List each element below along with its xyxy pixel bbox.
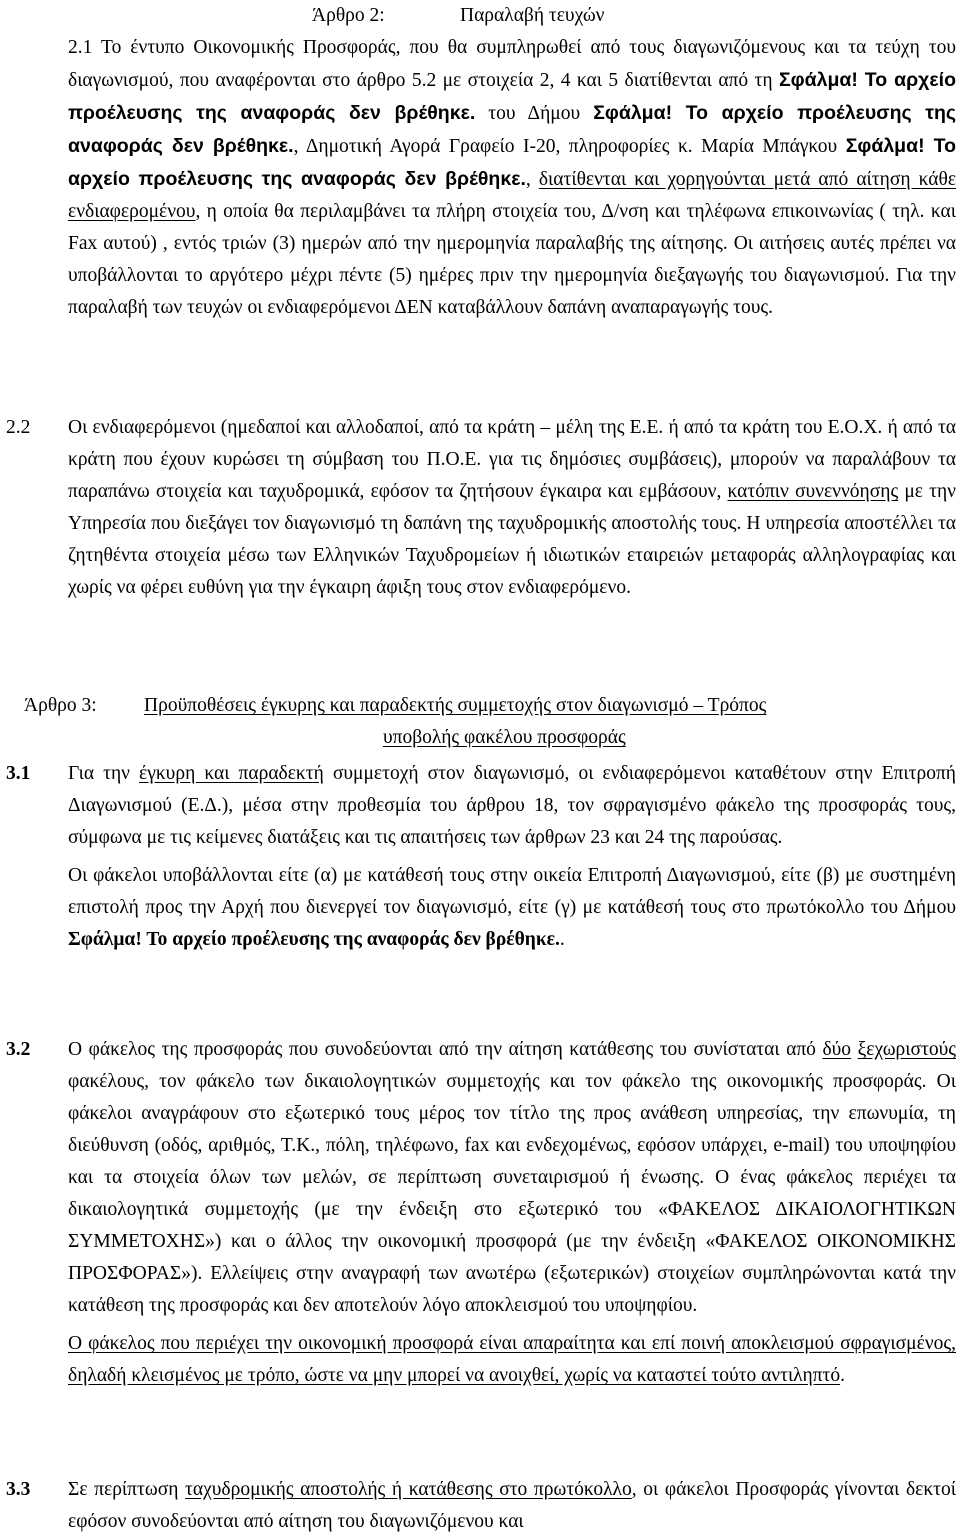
article-2-label: Άρθρο 2:: [312, 5, 385, 26]
underlined-text: ξεχωριστούς: [857, 1039, 957, 1060]
underlined-text: Ο φάκελος που περιέχει την οικονομική προσφορά είναι απαραίτητα και επί ποινή αποκλεισμού σφραγισμένος, δηλαδή κλεισμένος με τρόπο, ώστε να μην μπορεί να ανοιχθεί, χωρίς να καταστεί τούτο αντιληπτό: [68, 1333, 956, 1386]
text-run: Οι φάκελοι υποβάλλονται είτε (α) με κατάθεσή τους στην οικεία Επιτροπή Διαγωνισμού, είτε (β) με συστημένη επιστολή προς την Αρχή που διενεργεί τον διαγωνισμό, είτε (γ) με κατάθεσή τους στο πρωτόκολλο του Δήμου: [68, 865, 956, 918]
text-run: , οι φάκελοι Προσφοράς γίνονται δεκτοί εφόσον συνοδεύονται από αίτηση του διαγωνιζόμενου και: [68, 1479, 956, 1532]
underlined-text: έγκυρη και παραδεκτή: [139, 763, 324, 784]
text-run: Οι ενδιαφερόμενοι (ημεδαποί και αλλοδαποί, από τα κράτη – μέλη της Ε.Ε. ή από τα κράτη του Ε.Ο.Χ. ή από τα κράτη που έχουν κυρώσει τη σύμβαση του Π.Ο.Ε. για τις δημόσιες συμβάσεις), μπορούν να παραλάβουν τα παραπάνω στοιχεία και ταχυδρομικά, εφόσον τα ζητήσουν έγκαιρα και εμβάσουν,: [68, 417, 956, 502]
article-3-heading: [24, 690, 956, 754]
underlined-text: ταχυδρομικής αποστολής ή κατάθεσης στο πρωτόκολλο: [185, 1479, 632, 1500]
article-3-title-line-2: υποβολής φακέλου προσφοράς: [383, 727, 626, 748]
section-number: 3.3: [6, 1479, 31, 1500]
underlined-text: κατόπιν συνεννόησης: [727, 481, 899, 502]
text-run: Σε περίπτωση: [68, 1479, 186, 1500]
section-2-2: [6, 412, 956, 604]
section-3-2-text: [68, 1034, 956, 1392]
text-run: Για την: [68, 763, 140, 784]
article-2-heading: [312, 0, 604, 32]
section-3-3: [6, 1474, 956, 1538]
section-2-1: [68, 32, 956, 324]
section-number: 3.1: [6, 763, 31, 784]
text-run: 2.1 Το έντυπο Οικονομικής Προσφοράς, που θα συμπληρωθεί από τους διαγωνιζόμενους και τα τεύχη του διαγωνισμού, που αναφέρονται στο άρθρο 5.2 με στοιχεία 2, 4 και 5 διατίθενται από τη: [68, 37, 956, 91]
underlined-text: δύο: [822, 1039, 852, 1060]
underlined-text: διατίθενται και χορηγούνται μετά από αίτηση κάθε ενδιαφερομένου: [68, 169, 957, 222]
section-3-1: [6, 758, 956, 956]
section-3-2: [6, 1034, 956, 1392]
reference-error: Σφάλμα! Το αρχείο προέλευσης της αναφοράς δεν βρέθηκε.: [68, 102, 957, 157]
text-run: , η οποία θα περιλαμβάνει τα πλήρη στοιχεία του, Δ/νση και τηλέφωνα επικοινωνίας ( τηλ. και Fax αυτού) , εντός τριών (3) ημερών από την ημερομηνία παραλαβής της αίτησης. Οι αιτήσεις αυτές πρέπει να υποβάλλονται το αργότερο μέχρι πέντε (5) ημέρες πριν την ημερομηνία διεξαγωγής του διαγωνισμού. Για την παραλαβή των τευχών οι ενδιαφερόμενοι ΔΕΝ καταβάλλουν δαπάνη αναπαραγωγής τους.: [68, 201, 956, 318]
section-3-1-text: [68, 758, 956, 956]
text-run: ,: [525, 169, 539, 190]
section-2-1-text: [68, 32, 956, 324]
text-run: Ο φάκελος της προσφοράς που συνοδεύονται από την αίτηση κατάθεσης του συνίσταται από: [68, 1039, 823, 1060]
article-3-title-line-1: Προϋποθέσεις έγκυρης και παραδεκτής συμμετοχής στον διαγωνισμό – Τρόπος: [144, 695, 767, 716]
section-number: 2.2: [6, 417, 31, 438]
reference-error: Σφάλμα! Το αρχείο προέλευσης της αναφοράς δεν βρέθηκε.: [68, 69, 956, 124]
reference-error: Σφάλμα! Το αρχείο προέλευσης της αναφοράς δεν βρέθηκε.: [68, 929, 560, 950]
reference-error: Σφάλμα! Το αρχείο προέλευσης της αναφοράς δεν βρέθηκε.: [68, 135, 956, 190]
section-2-2-text: [68, 412, 956, 604]
article-2-title: Παραλαβή τευχών: [460, 5, 605, 26]
article-3-label: Άρθρο 3:: [24, 695, 97, 716]
text-run: φακέλους, τον φάκελο των δικαιολογητικών συμμετοχής και τον φάκελο της οικονομικής προσφοράς. Οι φάκελοι αναγράφουν στο εξωτερικό τους μέρος τον τίτλο της προς ανάθεση υπηρεσίας, την επωνυμία, τη διεύθυνση (οδός, αριθμός, Τ.Κ., πόλη, τηλέφωνο, fax και ενδεχομένως, εφόσον υπάρχει, e-mail) του υποψηφίου και τα στοιχεία όλων των μελών, σε περίπτωση συνεταιρισμού ή ένωσης. Ο ένας φάκελος περιέχει τα δικαιολογητικά συμμετοχής (με την ένδειξη στο εξωτερικό του «ΦΑΚΕΛΟΣ ΔΙΚΑΙΟΛΟΓΗΤΙΚΩΝ ΣΥΜΜΕΤΟΧΗΣ») και ο άλλος την οικονομική προσφορά (με την ένδειξη «ΦΑΚΕΛΟΣ ΟΙΚΟΝΟΜΙΚΗΣ ΠΡΟΣΦΟΡΑΣ»). Ελλείψεις στην αναγραφή των ανωτέρω (εξωτερικών) στοιχείων συμπληρώνονται κατά την κατάθεση της προσφοράς και δεν αποτελούν λόγο αποκλεισμού του υποψηφίου.: [68, 1071, 956, 1316]
text-run: του Δήμου: [475, 103, 594, 124]
text-run: συμμετοχή στον διαγωνισμό, οι ενδιαφερόμενοι καταθέτουν στην Επιτροπή Διαγωνισμού (Ε.Δ.), μέσα στην προθεσμία του άρθρου 18, τον σφραγισμένο φάκελο της προσφοράς τους, σύμφωνα με τις κείμενες διατάξεις και τις απαιτήσεις των άρθρων 23 και 24 της παρούσας.: [68, 763, 956, 848]
section-number: 3.2: [6, 1039, 31, 1060]
text-run: .: [840, 1365, 845, 1386]
text-run: , Δημοτική Αγορά Γραφείο Ι-20, πληροφορίες κ. Μαρία Μπάγκου: [293, 136, 846, 157]
text-run: .: [559, 929, 565, 950]
text-run: με την Υπηρεσία που διεξάγει τον διαγωνισμό τη δαπάνη της ταχυδρομικής αποστολής τους. Η υπηρεσία αποστέλλει τα ζητηθέντα στοιχεία μέσω των Ελληνικών Ταχυδρομείων ή ιδιωτικών εταιρειών μεταφοράς αλληλογραφίας και χωρίς να φέρει ευθύνη για την έγκαιρη άφιξη τους στον ενδιαφερόμενο.: [68, 481, 956, 598]
section-3-3-text: [68, 1474, 956, 1538]
